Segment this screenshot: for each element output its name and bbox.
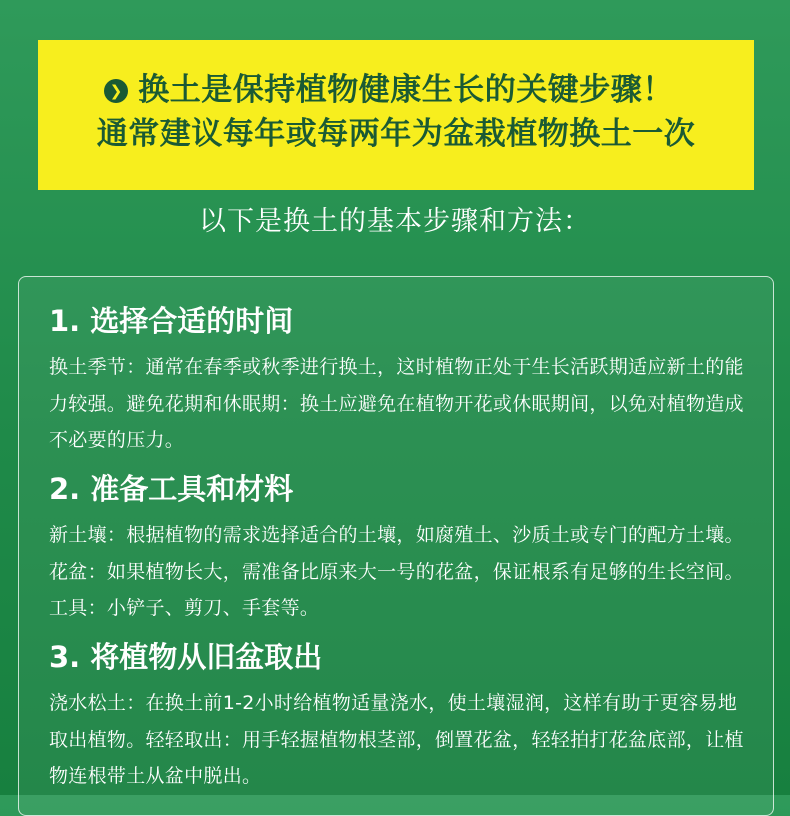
banner-line-1-text: 换土是保持植物健康生长的关键步骤！ [138,72,674,108]
step-body-1: 换土季节：通常在春季或秋季进行换土，这时植物正处于生长活跃期适应新土的能力较强。避免花期和休眠期：换土应避免在植物开花或休眠期间，以免对植物造成不必要的压力。 [49,356,744,451]
step-section-1 [49,301,749,459]
step-title-2: 2. 准备工具和材料 [49,472,294,506]
chevron-right-circle-icon: ❯ [104,79,128,103]
steps-panel [18,276,774,816]
subtitle: 以下是换土的基本步骤和方法： [199,206,591,237]
step-section-2 [49,469,749,627]
step-body-3: 浇水松土：在换土前1-2小时给植物适量浇水，使土壤湿润，这样有助于更容易地取出植物。轻轻取出：用手轻握植物根茎部，倒置花盆，轻轻拍打花盆底部，让植物连根带土从盆中脱出。 [49,692,744,787]
headline-banner [38,40,754,190]
step-section-3 [49,637,749,795]
step-body-2: 新土壤：根据植物的需求选择适合的土壤，如腐殖土、沙质土或专门的配方土壤。花盆：如果植物长大，需准备比原来大一号的花盆，保证根系有足够的生长空间。工具：小铲子、剪刀、手套等。 [49,524,744,619]
step-title-3: 3. 将植物从旧盆取出 [49,640,323,674]
banner-line-1 [38,68,754,112]
step-title-1: 1. 选择合适的时间 [49,304,294,338]
banner-line-2: 通常建议每年或每两年为盆栽植物换土一次 [96,116,696,152]
